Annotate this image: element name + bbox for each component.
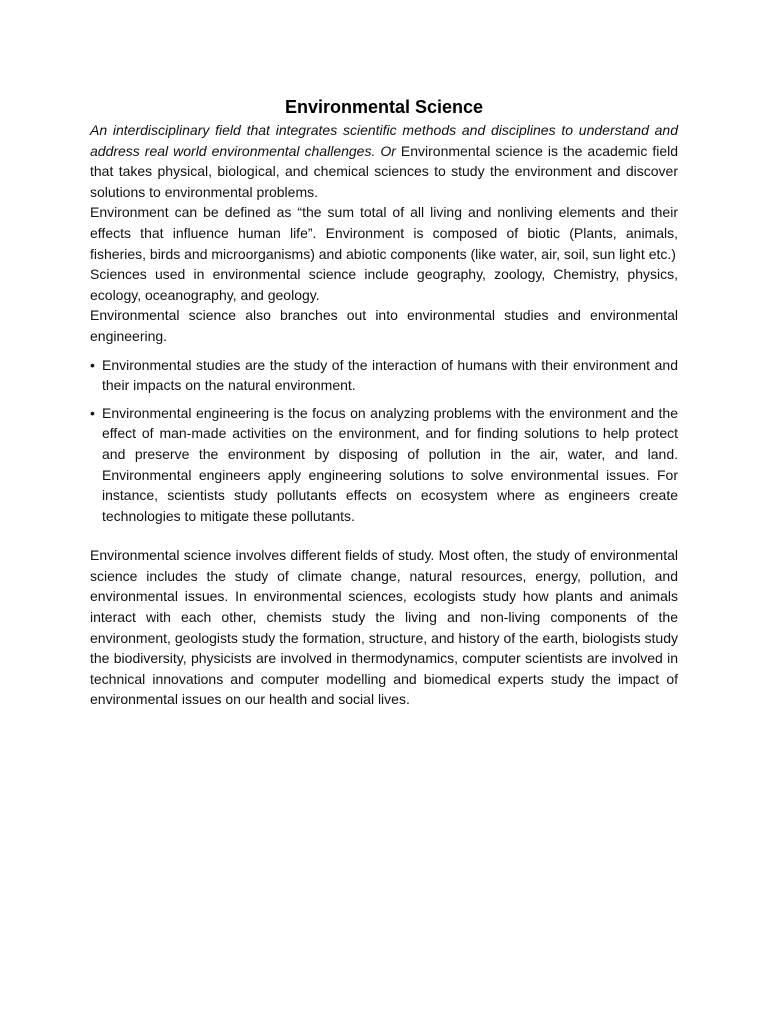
branches-paragraph: Environmental science also branches out into environmental studies and environmental engineering. — [90, 307, 678, 344]
intro-paragraph — [90, 120, 678, 202]
environment-definition-paragraph: Environment can be defined as “the sum total of all living and nonliving elements and their effects that influence human life”. Environment is composed of biotic (Plants, animals, fisheries, birds and microorganisms) and abiotic components (like water, air, soil, sun light etc.) — [90, 204, 678, 262]
fields-paragraph: Environmental science involves different fields of study. Most often, the study of environmental science includes the study of climate change, natural resources, energy, pollution, and environmental issues. In environmental sciences, ecologists study how plants and animals interact with each other, chemists study the living and non-living components of the environment, geologists study the formation, structure, and history of the earth, biologists study the biodiversity, physicists are involved in thermodynamics, computer scientists are involved in technical innovations and computer modelling and biomedical experts study the impact of environmental issues on our health and social lives. — [90, 547, 678, 708]
page-title: Environmental Science — [284, 97, 484, 117]
bullet-icon: • — [90, 404, 95, 421]
sciences-paragraph: Sciences used in environmental science include geography, zoology, Chemistry, physics, ecology, oceanography, and geology. — [90, 266, 678, 303]
intro-italic-text: An interdisciplinary field that integrates scientific methods and disciplines to understand and address real world environmental challenges. Or — [90, 122, 678, 159]
paragraph-spacer — [90, 533, 678, 545]
intro-normal-text: Environmental science is the academic field that takes physical, biological, and chemical sciences to study the environment and discover solutions to environmental problems. — [90, 142, 679, 200]
branches-list — [90, 355, 678, 527]
bullet-icon: • — [90, 356, 95, 373]
document-page — [90, 94, 678, 710]
list-item-text: Environmental studies are the study of the interaction of humans with their environment and their impacts on the natural environment. — [102, 356, 678, 394]
list-item — [90, 355, 678, 396]
list-item — [90, 403, 678, 527]
list-item-text: Environmental engineering is the focus on analyzing problems with the environment and the effect of man-made activities on the environment, and for finding solutions to help protect and preserve the environment by disposing of pollution in the air, water, and land. Environmental engineers apply engineering solutions to solve environmental issues. For instance, scientists study pollutants effects on ecosystem where as engineers create technologies to mitigate these pollutants. — [102, 404, 678, 524]
